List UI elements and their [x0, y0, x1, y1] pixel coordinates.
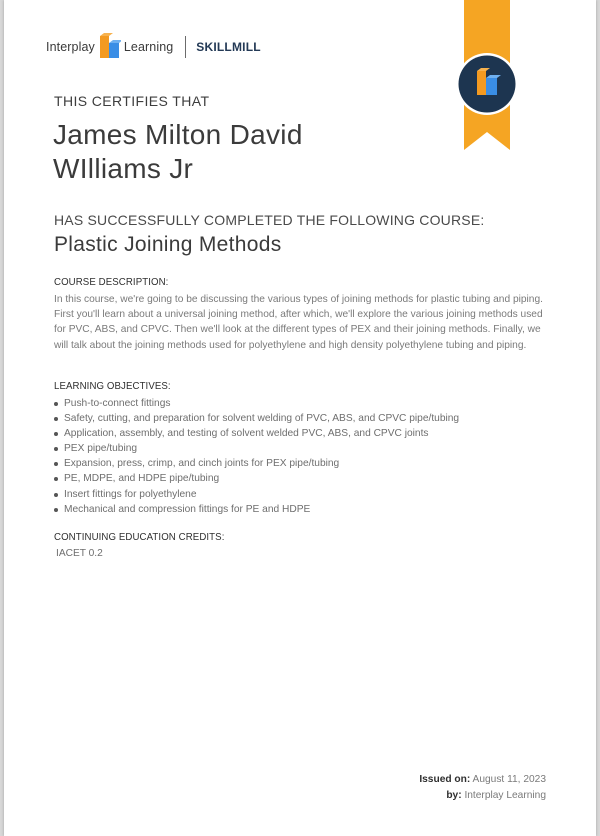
- course-title: Plastic Joining Methods: [54, 233, 282, 256]
- objective-item: PE, MDPE, and HDPE pipe/tubing: [52, 471, 459, 486]
- recipient-name-line-2: WIlliams Jr: [53, 153, 194, 184]
- objective-item: Push-to-connect fittings: [52, 396, 459, 411]
- objective-item: PEX pipe/tubing: [52, 441, 459, 456]
- issued-on-row: [419, 772, 546, 788]
- header-logos: [46, 32, 261, 62]
- issued-on-label: Issued on:: [419, 774, 471, 785]
- objective-item: Mechanical and compression fittings for PE and HDPE: [52, 502, 459, 517]
- issued-by-value: Interplay Learning: [464, 790, 546, 801]
- completed-label: HAS SUCCESSFULLY COMPLETED THE FOLLOWING COURSE:: [54, 212, 485, 228]
- interplay-logo-icon: [99, 33, 121, 61]
- objective-item: Application, assembly, and testing of solvent welded PVC, ABS, and CPVC joints: [52, 426, 459, 441]
- brand-interplay-text: Interplay: [46, 40, 95, 54]
- course-description-text: In this course, we're going to be discussing the various types of joining methods for plastic tubing and piping. First you'll learn about a universal joining method, after which, we'll explore the various joining methods used for PVC, ABS, and CPVC. Then we'll look at the different types of PEX and their joining methods. Finally, we will talk about the joining methods used for polyethylene and high density polyethylene tubing and piping.: [54, 294, 543, 351]
- award-badge-icon: [455, 52, 519, 116]
- objective-item: Expansion, press, crimp, and cinch joints for PEX pipe/tubing: [52, 456, 459, 471]
- issued-by-row: [419, 788, 546, 804]
- objective-item: Safety, cutting, and preparation for solvent welding of PVC, ABS, and CPVC pipe/tubing: [52, 411, 459, 426]
- issued-block: [419, 772, 546, 804]
- objective-item: Insert fittings for polyethylene: [52, 487, 459, 502]
- certificate-page: [4, 0, 596, 836]
- recipient-name-line-1: James Milton David: [53, 119, 303, 150]
- brand-learning-text: Learning: [123, 40, 174, 54]
- issued-by-label: by:: [446, 790, 462, 801]
- recipient-name: [53, 118, 413, 186]
- certifies-label: THIS CERTIFIES THAT: [54, 93, 210, 109]
- course-description-heading: COURSE DESCRIPTION:: [54, 276, 169, 288]
- logo-divider: [185, 36, 186, 58]
- learning-objectives-heading: LEARNING OBJECTIVES:: [54, 380, 171, 392]
- issued-on-date: August 11, 2023: [472, 774, 546, 785]
- credits-value: IACET 0.2: [56, 548, 103, 559]
- credits-heading: CONTINUING EDUCATION CREDITS:: [54, 531, 225, 543]
- learning-objectives-list: [52, 396, 459, 517]
- skillmill-logo: SKILLMILL: [196, 40, 261, 54]
